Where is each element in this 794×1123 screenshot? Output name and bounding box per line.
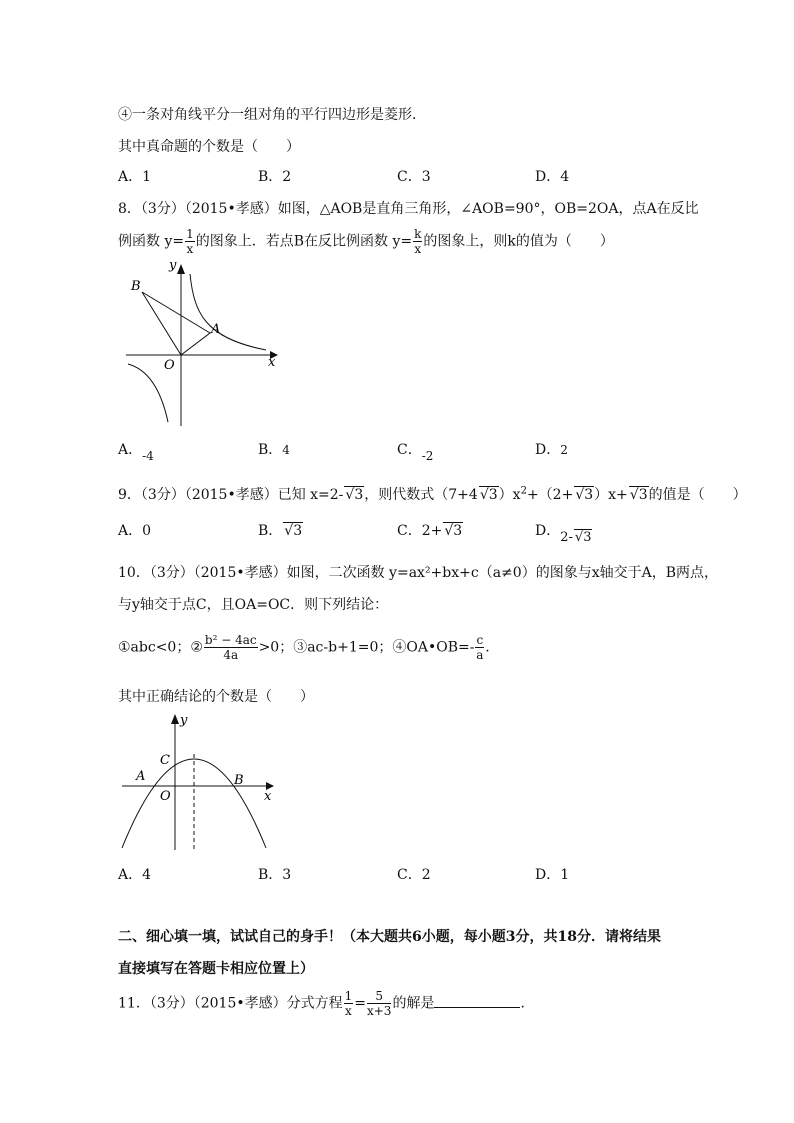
q9-radical-1: √ 3: [344, 486, 364, 503]
q8-triangle-aob: [142, 292, 210, 355]
q9-exponent: 2: [520, 485, 527, 497]
q10-option-d: D．1: [535, 867, 570, 883]
q9-option-d: [535, 520, 592, 545]
q7-option-a: A．1: [118, 169, 152, 185]
q7-question: 其中真命题的个数是（ ）: [118, 139, 300, 155]
q8-text-a: 例函数 y=: [118, 233, 185, 250]
q9-option-b-letter: B．: [258, 523, 283, 539]
q9-radical-4: √ 3: [629, 486, 649, 503]
q10-y-arrow: [171, 714, 179, 724]
q10-option-c: C．2: [397, 867, 431, 883]
q11-frac1-den: x: [345, 1004, 352, 1018]
q10-figure: [118, 708, 288, 854]
q8-option-c-letter: C．: [397, 442, 422, 458]
q9-option-c-letter: C．2+: [397, 523, 443, 539]
q10-c3: .: [485, 639, 490, 656]
q7-item4: ④一条对角线平分一组对角的平行四边形是菱形．: [118, 107, 426, 123]
q8-hyperbola-q1: [190, 274, 266, 350]
q10-c2: >0；③ac-b+1=0；④OA•OB=-: [258, 639, 475, 656]
q8-option-d: [535, 439, 568, 459]
q9-stem: [118, 484, 747, 504]
q9-option-b-radical: √ 3: [283, 522, 303, 539]
q7-option-c: C．3: [397, 169, 431, 185]
q10-frac1-num: b² − 4ac: [204, 633, 257, 647]
q9-option-a: A．0: [118, 523, 152, 539]
q8-label-y: y: [169, 258, 177, 273]
q10-stem-line1: 10．（3分）（2015•孝感）如图，二次函数 y=ax²+bx+c（a≠0）的图象与x轴交于A，B两点，: [118, 565, 718, 581]
q10-conclusions: [118, 634, 490, 661]
q8-option-a-value: -4: [142, 449, 154, 463]
q10-c1: ①abc<0；②: [118, 639, 203, 656]
q8-option-c: [397, 439, 434, 463]
q10-question: 其中正确结论的个数是（ ）: [118, 689, 314, 705]
q11-frac2-num: 5: [367, 990, 391, 1004]
q8-option-d-letter: D．: [535, 442, 561, 458]
q9-option-c-radical: √ 3: [443, 522, 463, 539]
q10-frac2-num: c: [476, 633, 484, 647]
q9-text-f: 的值是（ ）: [648, 487, 747, 503]
q11-text-a: 11．（3分）（2015•孝感）分式方程: [118, 995, 343, 1012]
q11-text-b: 的解是: [392, 995, 435, 1012]
q9-text-a: 9．（3分）（2015•孝感）已知 x=2-: [118, 487, 344, 503]
q8-option-b-letter: B．: [258, 442, 283, 458]
q8-text-b: 的图象上．若点B在反比例函数 y=: [195, 233, 413, 250]
q8-fraction-2: [413, 228, 422, 255]
q8-figure: [118, 252, 288, 430]
q10-stem-line2: 与y轴交于点C，且OA=OC．则下列结论：: [118, 597, 389, 613]
q9-radical-2: √ 3: [479, 486, 499, 503]
q8-frac1-num: 1: [186, 227, 194, 241]
q11-fraction-1: [344, 990, 354, 1017]
q11-frac2-den: x+3: [366, 1004, 392, 1018]
q9-option-b: [258, 520, 303, 540]
q9-option-d-radical: √ 3: [574, 529, 593, 545]
q8-frac1-den: x: [186, 242, 194, 256]
q9-text-e: ）x+: [594, 487, 628, 503]
q8-stem-line1: 8．（3分）（2015•孝感）如图，△AOB是直角三角形，∠AOB=90°，OB=2OA，点A在反比: [118, 201, 699, 217]
q7-option-b: B．2: [258, 169, 292, 185]
q11-stem: [118, 990, 534, 1017]
q8-fraction-1: [185, 228, 195, 255]
q11-text-c: ．: [520, 995, 535, 1012]
q8-label-a: A: [211, 322, 221, 337]
q8-frac2-num: k: [414, 227, 422, 241]
q10-label-c: C: [160, 753, 170, 768]
q9-option-c: [397, 520, 463, 540]
q10-option-a: A．4: [118, 867, 152, 883]
q8-option-a-letter: A．: [118, 442, 143, 458]
q11-fraction-2: [367, 990, 391, 1017]
q9-option-d-letter: D．: [535, 523, 561, 539]
section2-heading-line1: 二、细心填一填，试试自己的身手！（本大题共6小题，每小题3分，共18分．请将结果: [118, 929, 661, 945]
q11-answer-blank[interactable]: [434, 995, 520, 1008]
q8-stem-line2: [118, 228, 614, 255]
q10-option-b: B．3: [258, 867, 292, 883]
q10-label-o: O: [160, 789, 171, 804]
q10-label-y: y: [180, 713, 188, 728]
q9-text-c: ）x: [498, 487, 521, 503]
q8-y-arrow: [177, 264, 185, 274]
q9-text-b: ，则代数式（7+4: [364, 487, 478, 503]
q9-option-d-value: [560, 530, 592, 545]
q8-frac2-den: x: [414, 242, 422, 256]
q9-option-d-pre: 2-: [560, 530, 573, 545]
q8-option-c-value: -2: [421, 449, 434, 463]
q10-label-b: B: [234, 773, 244, 788]
q10-label-a: A: [136, 769, 146, 784]
q8-label-o: O: [164, 358, 175, 373]
q8-hyperbola-q3: [128, 364, 168, 422]
q10-label-x: x: [264, 789, 272, 804]
q9-text-d: +（2+: [526, 487, 574, 503]
q8-option-a: [118, 439, 154, 463]
q8-option-b-value: 4: [282, 443, 290, 457]
q10-fraction-1: [204, 634, 258, 661]
q7-option-d: D．4: [535, 169, 570, 185]
q11-frac1-num: 1: [344, 989, 353, 1003]
q11-equals: =: [354, 995, 366, 1012]
q8-label-x: x: [268, 355, 276, 370]
section2-heading-line2: 直接填写在答题卡相应位置上）: [118, 961, 314, 977]
q8-option-b: [258, 439, 290, 459]
q8-text-c: 的图象上，则k的值为（ ）: [423, 233, 614, 250]
q10-frac1-den: 4a: [223, 648, 239, 662]
q10-fraction-2: [475, 634, 484, 661]
q8-label-b: B: [131, 279, 141, 294]
q8-option-d-value: 2: [560, 443, 568, 457]
q9-radical-3: √ 3: [574, 486, 594, 503]
q10-frac2-den: a: [476, 648, 484, 662]
